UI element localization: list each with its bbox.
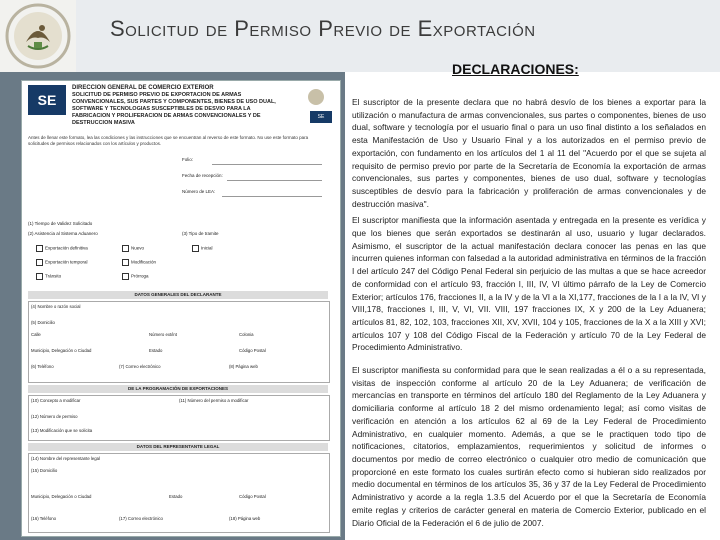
reception-date-line	[227, 180, 322, 181]
section-general-bar: DATOS GENERALES DEL DECLARANTE	[28, 291, 328, 299]
general-data-grid: (4) Nombre o razón social (5) Domicilio Calle Número ext/int Colonia Municipio, Delegación o Ciudad Estado Código Postal (6) Teléfono (7) Correo electrónico (8) Página web	[28, 301, 330, 383]
lea-number-line	[222, 196, 322, 197]
procedure-type-label: (3) Tipo de tramite	[182, 231, 219, 236]
folio-line	[212, 164, 322, 165]
form-header	[72, 85, 282, 127]
program-grid: (10) Concepto a modificar (11) Número del permiso a modificar (12) Número de permiso (13) Modificación que se solicita	[28, 395, 330, 441]
checkbox-icon	[122, 273, 129, 280]
permit-form-image	[21, 80, 341, 537]
customs-label: (2) Asistencia al Sistema Aduanero	[28, 231, 98, 236]
option-new: Nuevo	[122, 245, 144, 252]
reception-date-label: Fecha de recepción:	[182, 173, 223, 178]
form-header-title: DIRECCION GENERAL DE COMERCIO EXTERIOR	[72, 85, 214, 91]
section-program-bar: DE LA PROGRAMACIÓN DE EXPORTACIONES	[28, 385, 328, 393]
declarations-text	[352, 96, 706, 529]
coat-of-arms-seal	[0, 0, 76, 72]
checkbox-icon	[36, 245, 43, 252]
option-transit: Tránsito	[36, 273, 61, 280]
se-logo: SE	[28, 85, 66, 115]
mexican-coat-of-arms-icon	[4, 2, 72, 70]
option-export-temporary: Exportación temporal	[36, 259, 88, 266]
folio-label: Folio:	[182, 157, 194, 162]
declaration-paragraph: El suscriptor manifiesta que la información asentada y entregada en la presente es verídica y que los bienes que serán exportados se destinarán al uso, usuario y lugar declarados. Asimismo, el suscriptor de la actual manifestación declara conocer las penas en las que incurren quienes informan con falsedad a la autoridad administrativa en términos de la fracción I del artículo 247 del Código Penal Federal sin perjuicio de las multas a que se hace acreedor de conformidad con el artículo 93, fracción I, III, IV, VI último párrafo de la Ley de Comercio Exterior; artículos 176, fracciones II, a la IV y de la VI a la XI,177, fracciones de la I a la IV, VI y VIII,178, fracciones I, III, V, VI, VII. VIII, 197 fracciones IX, X y 200 de la Ley Aduanera; artículos 81, 82, 102, 103, fracciones XII, XV, XVII, 104 y 105, fracciones de la X a la XIII y XVI; artículos 107 y 108 del Código Fiscal de la Federación y artículo 70 de la Ley Federal de Procedimiento Administrativo.	[352, 215, 706, 353]
form-emblem-icon	[308, 89, 324, 105]
declaration-paragraph: El suscriptor manifiesta su conformidad para que le sean realizadas a él o a su representada, visitas de inspección conforme al artículo 20 de la Ley Aduanera; de verificación de mercancías en transporte en términos del artículo 180 del Reglamento de la Ley Aduanera y domiciliaria conforme al artículo 18 2 del mismo ordenamiento legal; así como visitas de verificación en atención a los artículos 62 al 69 de la Ley Federal de Procedimiento Administrativo, en cualquier momento. Además, a que se le practiquen todo tipo de notificaciones, citatorios, emplazamientos, requerimientos y solicitud de informes o documentos por medio de correo electrónico o cualquier otro medio de comunicación que proporcioné en este formato los cuales surtirán efecto como si hubieran sido realizados por medio documental en términos de los artículos 35, 36 y 37 de la Ley Federal de Procedimiento Administrativo y acorde a la regla 1.3.5 del Acuerdo por el que la Secretaría de Economía emite reglas y criterios de carácter general en materia de Comercio Exterior, publicado en el Diario Oficial de la Federación el 6 de julio de 2007.	[352, 365, 706, 528]
option-modification: Modificación	[122, 259, 156, 266]
declarations-heading: DECLARACIONES:	[452, 61, 579, 77]
page-title: Solicitud de Permiso Previo de Exportación	[110, 16, 536, 41]
checkbox-icon	[122, 245, 129, 252]
option-export-definitive: Exportación definitiva	[36, 245, 88, 252]
lea-number-label: Número de LEA:	[182, 189, 216, 194]
option-initial: Inicial	[192, 245, 213, 252]
checkbox-icon	[36, 273, 43, 280]
form-note: Antes de llenar este formato, lea las condiciones y las instrucciones que se encuentran al reverso de este formato. No use este formato para solicitudes de permisos relacionados con los artículos y productos.	[28, 135, 309, 146]
rep-grid: (14) Nombre del representante legal (15) Domicilio Municipio, Delegación o Ciudad Estado Código Postal (16) Teléfono (17) Correo electrónico (18) Página web	[28, 453, 330, 533]
option-extension: Prórroga	[122, 273, 149, 280]
checkbox-icon	[122, 259, 129, 266]
form-badge: SE	[310, 111, 332, 123]
validity-label: (1) Tiempo de Validez Solicitado	[28, 221, 93, 226]
checkbox-icon	[36, 259, 43, 266]
section-rep-bar: DATOS DEL REPRESENTANTE LEGAL	[28, 443, 328, 451]
declaration-paragraph: El suscriptor de la presente declara que no habrá desvío de los bienes a exportar para la utilización o manufactura de armas convencionales, sus partes o componentes, bienes de uso dual, software y tecnología por el usuario final o para un uso final distinto a los señalados en esta Manifestación de Uso y Usuario Final y a los autorizados en el permiso previo de exportación, con fundamento en los artículos del 1 al 11 del "Acuerdo por el que se sujeta al requisito de permiso previo por parte de la Secretaría de Economía la exportación de armas convencionales, sus partes y componentes, bienes de uso dual, software y tecnologías susceptibles de desvío para la fabricación y proliferación de armas convencionales y de destrucción masiva".	[352, 97, 706, 209]
form-header-subtitle: SOLICITUD DE PERMISO PREVIO DE EXPORTACION DE ARMAS CONVENCIONALES, SUS PARTES Y COMPONENTES, BIENES DE USO DUAL, SOFTWARE Y TECNOLOGIAS SUSCEPTIBLES DE DESVIO PARA LA FABRICACION Y PROLIFERACION DE ARMAS CONVENCIONALES Y DE DESTRUCCION MASIVA	[72, 92, 276, 126]
checkbox-icon	[192, 245, 199, 252]
